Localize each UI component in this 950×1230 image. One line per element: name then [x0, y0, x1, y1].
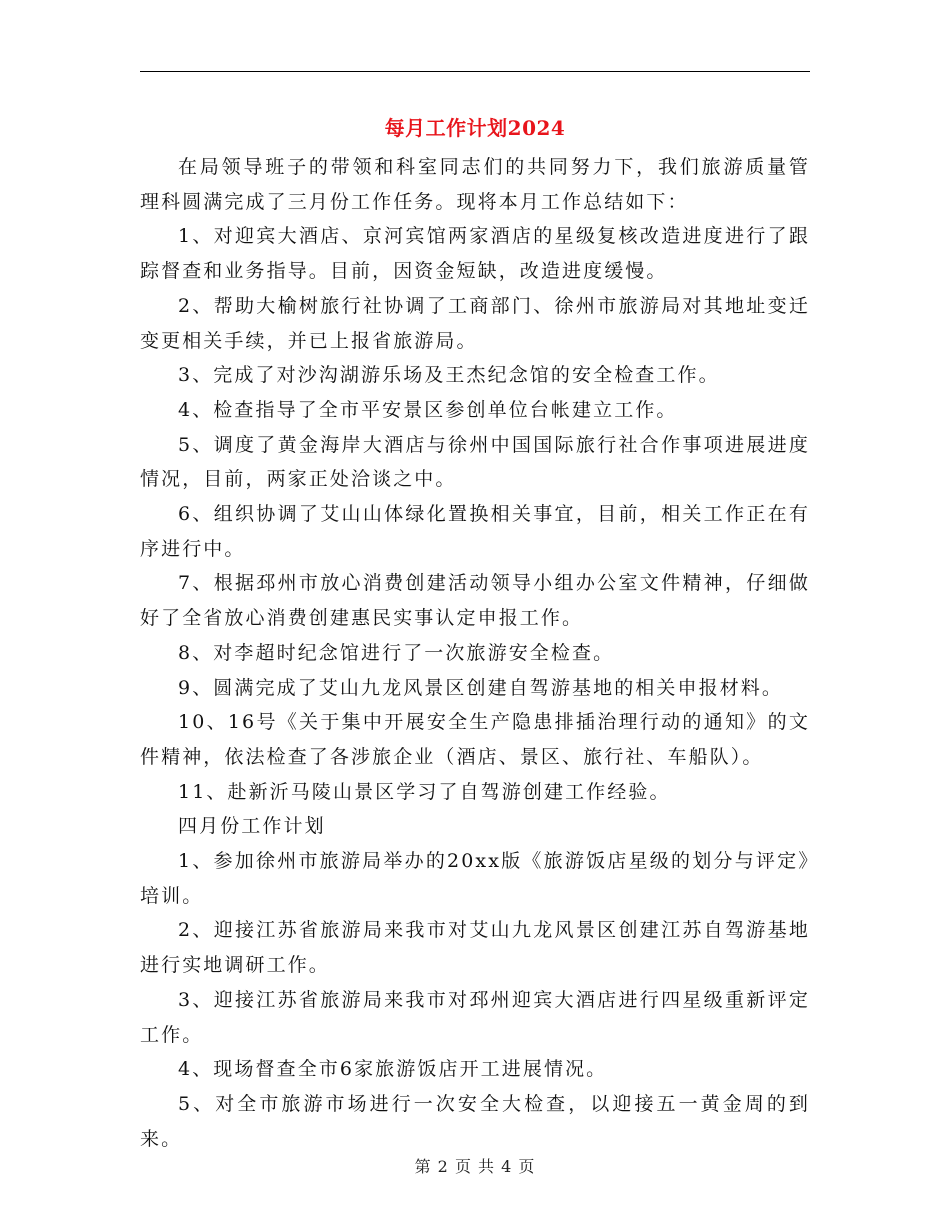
section-heading-april-plan: 四月份工作计划 [178, 815, 326, 838]
plan-item-4: 4、现场督查全市6家旅游饭店开工进展情况。 [178, 1058, 608, 1081]
intro-paragraph: 在局领导班子的带领和科室同志们的共同努力下，我们旅游质量管理科圆满完成了三月份工作任务。现将本月工作总结如下： [140, 156, 810, 213]
summary-item-4: 4、检查指导了全市平安景区参创单位台帐建立工作。 [178, 398, 678, 421]
page-number-footer: 第 2 页 共 4 页 [414, 1157, 536, 1176]
summary-item-5: 5、调度了黄金海岸大酒店与徐州中国国际旅行社合作事项进展进度情况，目前，两家正处洽谈之中。 [140, 433, 810, 491]
plan-item-3: 3、迎接江苏省旅游局来我市对邳州迎宾大酒店进行四星级重新评定工作。 [140, 988, 810, 1046]
summary-item-10: 10、16号《关于集中开展安全生产隐患排插治理行动的通知》的文件精神，依法检查了各涉旅企业（酒店、景区、旅行社、车船队）。 [140, 711, 810, 768]
summary-item-2: 2、帮助大榆树旅行社协调了工商部门、徐州市旅游局对其地址变迁变更相关手续，并已上报省旅游局。 [140, 294, 810, 352]
plan-item-5: 5、对全市旅游市场进行一次安全大检查，以迎接五一黄金周的到来。 [140, 1092, 810, 1150]
summary-item-9: 9、圆满完成了艾山九龙风景区创建自驾游基地的相关申报材料。 [178, 676, 783, 699]
document-title: 每月工作计划2024 [384, 116, 566, 140]
plan-item-2: 2、迎接江苏省旅游局来我市对艾山九龙风景区创建江苏自驾游基地进行实地调研工作。 [140, 919, 810, 977]
summary-item-8: 8、对李超时纪念馆进行了一次旅游安全检查。 [178, 641, 615, 664]
plan-item-1: 1、参加徐州市旅游局举办的20xx版《旅游饭店星级的划分与评定》培训。 [140, 850, 810, 907]
summary-item-1: 1、对迎宾大酒店、京河宾馆两家酒店的星级复核改造进度进行了跟踪督查和业务指导。目前，因资金短缺，改造进度缓慢。 [140, 225, 810, 283]
header-rule [140, 71, 810, 72]
summary-item-11: 11、赴新沂马陵山景区学习了自驾游创建工作经验。 [178, 780, 671, 803]
summary-item-3: 3、完成了对沙沟湖游乐场及王杰纪念馆的安全检查工作。 [178, 364, 720, 387]
summary-item-7: 7、根据邳州市放心消费创建活动领导小组办公室文件精神，仔细做好了全省放心消费创建惠民实事认定申报工作。 [140, 572, 810, 630]
document-body [140, 150, 810, 1156]
summary-item-6: 6、组织协调了艾山山体绿化置换相关事宜，目前，相关工作正在有序进行中。 [140, 503, 810, 560]
